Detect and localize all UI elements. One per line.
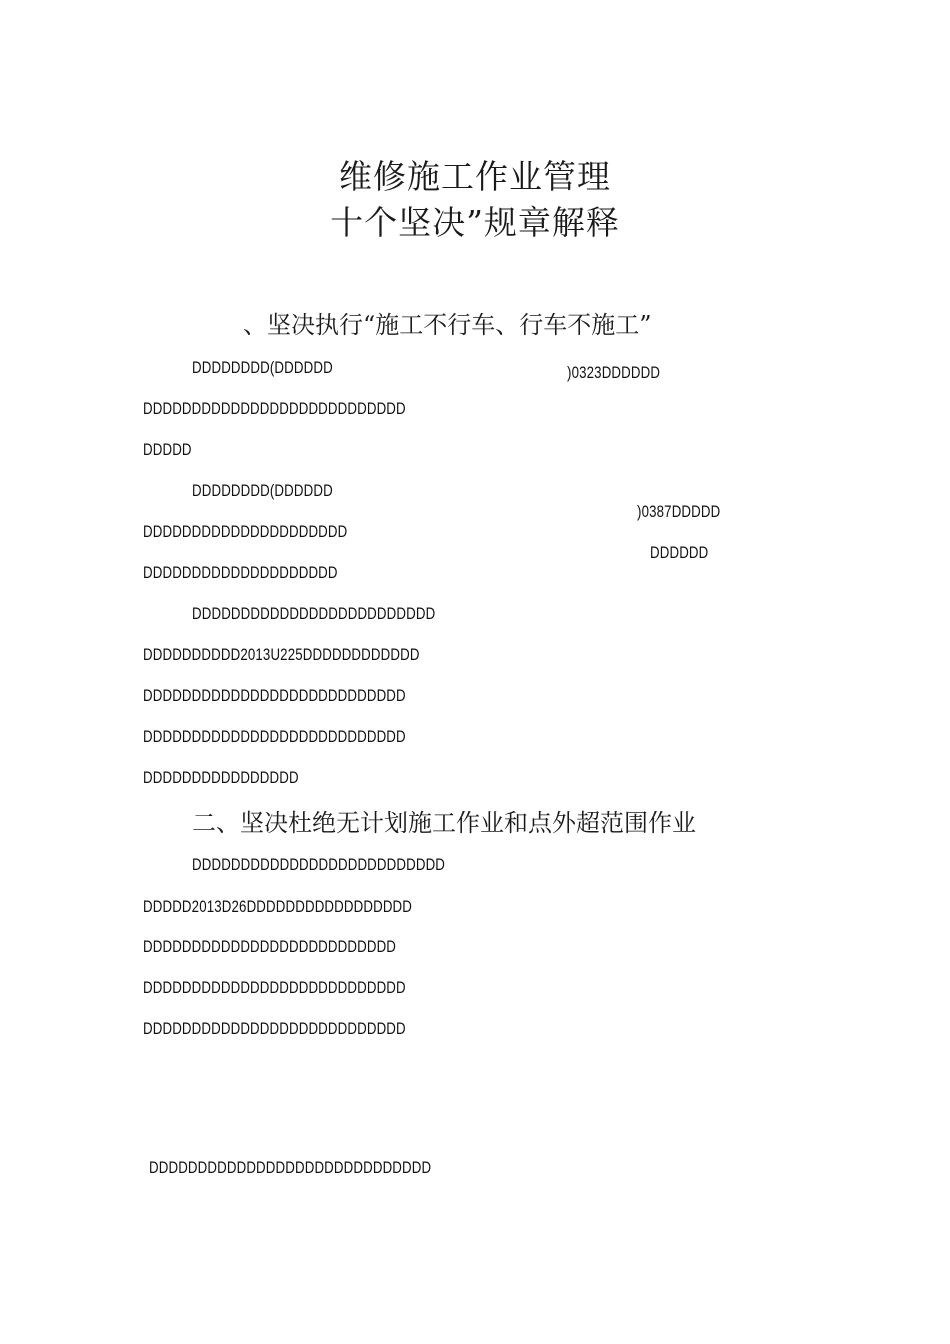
section-1-line: DDDDDDDDDDDDDDDDDDDD	[143, 563, 338, 582]
footer-line: DDDDDDDDDDDDDDDDDDDDDDDDDDDDD	[149, 1158, 432, 1177]
section-1-line: DDDDDDDD(DDDDDD	[192, 481, 333, 500]
section-1-heading: 、坚决执行“施工不行车、行车不施工”	[243, 311, 652, 339]
section-1-line: DDDDDDDDDDDDDDDDDDDDD	[143, 522, 348, 541]
section-1-line: DDDDDDDDDDDDDDDDDDDDDDDDDDD	[143, 686, 406, 705]
section-2-line: DDDDD2013D26DDDDDDDDDDDDDDDDD	[143, 897, 413, 916]
section-1-line: DDDDDDDDDDDDDDDDDDDDDDDDDDD	[143, 727, 406, 746]
section-1-line: DDDDDD	[650, 543, 709, 562]
section-1-line: DDDDDDDD(DDDDDD	[192, 358, 333, 377]
section-2-line: DDDDDDDDDDDDDDDDDDDDDDDDDD	[192, 855, 446, 874]
section-1-line: )0323DDDDDD	[567, 363, 661, 382]
document-title-line-2: 十个坚决”规章解释	[330, 203, 620, 242]
section-1-line: DDDDDDDDDDDDDDDDDDDDDDDDD	[192, 604, 436, 623]
section-2-line: DDDDDDDDDDDDDDDDDDDDDDDDDDD	[143, 978, 406, 997]
section-1-line: DDDDD	[143, 440, 192, 459]
section-2-line: DDDDDDDDDDDDDDDDDDDDDDDDDD	[143, 937, 397, 956]
section-2-heading: 二、坚决杜绝无计划施工作业和点外超范围作业	[192, 809, 696, 837]
section-1-line: DDDDDDDDDD2013U225DDDDDDDDDDDD	[143, 645, 420, 664]
document-title-line-1: 维修施工作业管理	[339, 157, 611, 196]
section-1-line: DDDDDDDDDDDDDDDDDDDDDDDDDDD	[143, 399, 406, 418]
section-2-line: DDDDDDDDDDDDDDDDDDDDDDDDDDD	[143, 1019, 406, 1038]
section-1-line: DDDDDDDDDDDDDDDD	[143, 768, 299, 787]
section-1-line: )0387DDDDD	[637, 502, 721, 521]
